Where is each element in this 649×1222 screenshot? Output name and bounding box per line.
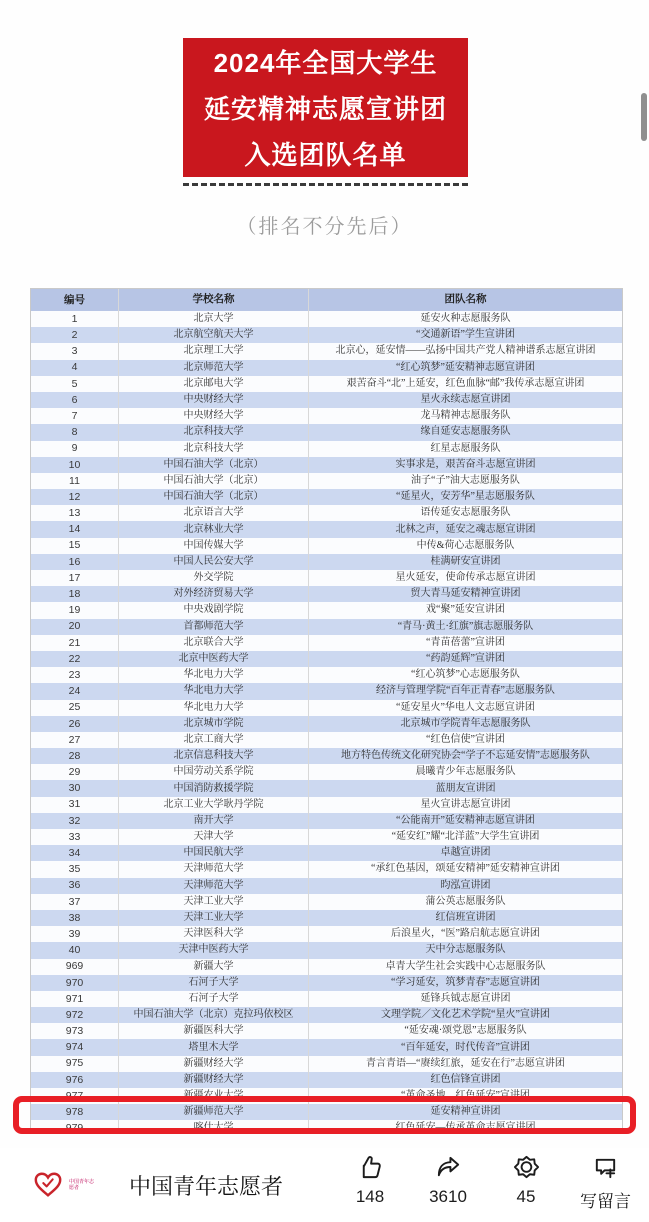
comment-plus-icon[interactable] xyxy=(592,1154,619,1181)
table-row xyxy=(31,489,622,505)
cell-school: 对外经济贸易大学 xyxy=(119,586,309,602)
heart-logo-icon xyxy=(33,1170,63,1200)
cell-number: 972 xyxy=(31,1007,119,1023)
cell-team: “延安红”耀“北洋蓝”大学生宣讲团 xyxy=(391,831,540,843)
wow-badge-icon[interactable] xyxy=(513,1154,540,1181)
cell-team: 卓越宣讲团 xyxy=(440,847,491,859)
cell-team: “红色信使”宣讲团 xyxy=(426,733,505,745)
cell-school: 新疆财经大学 xyxy=(119,1056,309,1072)
table-row xyxy=(31,602,622,618)
footer-action-share[interactable] xyxy=(424,1154,472,1212)
cell-team: 北林之声，延安之魂志愿宣讲团 xyxy=(395,523,536,535)
cell-school: 首都师范大学 xyxy=(119,619,309,635)
cell-school: 中国传媒大学 xyxy=(119,538,309,554)
cell-school: 中央财经大学 xyxy=(119,408,309,424)
cell-number: 9 xyxy=(31,441,119,457)
table-row xyxy=(31,554,622,570)
cell-team: 延安火种志愿服务队 xyxy=(420,313,511,325)
cell-school: 新疆师范大学 xyxy=(119,1104,309,1120)
cell-school: 华北电力大学 xyxy=(119,700,309,716)
table-row xyxy=(31,894,622,910)
cell-school: 中国石油大学（北京） xyxy=(119,489,309,505)
cell-number: 5 xyxy=(31,376,119,392)
table-row xyxy=(31,360,622,376)
scrollbar-thumb[interactable] xyxy=(641,93,647,141)
cell-team: 北京城市学院青年志愿服务队 xyxy=(400,717,531,729)
cell-number: 979 xyxy=(31,1120,119,1133)
cell-school: 北京城市学院 xyxy=(119,716,309,732)
table-row xyxy=(31,1120,622,1133)
cell-number: 12 xyxy=(31,489,119,505)
cell-team: 经济与管理学院“百年正青春”志愿服务队 xyxy=(376,685,555,697)
cell-team: 青言青语—“赓续红旅，延安在行”志愿宣讲团 xyxy=(366,1057,565,1069)
share-icon[interactable] xyxy=(435,1154,462,1181)
cell-school: 北京师范大学 xyxy=(119,360,309,376)
cell-school: 北京信息科技大学 xyxy=(119,748,309,764)
title-banner xyxy=(183,38,468,177)
cell-number: 8 xyxy=(31,424,119,440)
banner-line-2: 延安精神志愿宣讲团 xyxy=(203,94,447,124)
cell-number: 40 xyxy=(31,942,119,958)
thumbs-up-icon[interactable] xyxy=(357,1154,384,1181)
cell-number: 35 xyxy=(31,861,119,877)
cell-number: 27 xyxy=(31,732,119,748)
cell-team: 延锋兵钺志愿宣讲团 xyxy=(420,992,511,1004)
cell-team: 艰苦奋斗“北”上延安，红色血脉“邮”我传承志愿宣讲团 xyxy=(346,377,585,389)
table-row xyxy=(31,651,622,667)
cell-team: “青苗蓓蕾”宣讲团 xyxy=(426,636,505,648)
cell-team: 龙马精神志愿服务队 xyxy=(420,410,511,422)
cell-number: 6 xyxy=(31,392,119,408)
table-row xyxy=(31,538,622,554)
cell-school: 石河子大学 xyxy=(119,975,309,991)
cell-school: 石河子大学 xyxy=(119,991,309,1007)
table-row xyxy=(31,797,622,813)
table-row xyxy=(31,441,622,457)
action-label[interactable]: 148 xyxy=(355,1187,385,1206)
team-list-table xyxy=(30,288,623,1133)
cell-number: 10 xyxy=(31,457,119,473)
cell-school: 天津师范大学 xyxy=(119,861,309,877)
cell-school: 中国石油大学（北京）克拉玛依校区 xyxy=(119,1007,309,1023)
cell-school: 中国民航大学 xyxy=(119,845,309,861)
cell-team: 蓝朋友宣讲团 xyxy=(435,782,496,794)
cell-school: 北京中医药大学 xyxy=(119,651,309,667)
cell-number: 32 xyxy=(31,813,119,829)
table-row xyxy=(31,942,622,958)
cell-team: 蒲公英志愿服务队 xyxy=(425,895,506,907)
logo-caption: 中国青年志愿者 xyxy=(69,1179,95,1191)
cell-team: “红心筑梦”延安精神志愿宣讲团 xyxy=(396,361,535,373)
table-row xyxy=(31,959,622,975)
cell-team: 红信班宣讲团 xyxy=(435,912,496,924)
cell-number: 30 xyxy=(31,780,119,796)
table-header-row xyxy=(31,289,622,311)
footer-action-comment-plus[interactable] xyxy=(580,1154,631,1212)
cell-number: 33 xyxy=(31,829,119,845)
cell-number: 970 xyxy=(31,975,119,991)
cell-team: 卓青大学生社会实践中心志愿服务队 xyxy=(385,960,546,972)
table-row xyxy=(31,878,622,894)
cell-school: 中国石油大学（北京） xyxy=(119,457,309,473)
cell-team: 红星志愿服务队 xyxy=(430,442,501,454)
table-row xyxy=(31,780,622,796)
table-row xyxy=(31,861,622,877)
cell-team: 语传延安志愿服务队 xyxy=(420,507,511,519)
cell-school: 中国人民公安大学 xyxy=(119,554,309,570)
cell-number: 4 xyxy=(31,360,119,376)
cell-team: 缘自延安志愿服务队 xyxy=(420,426,511,438)
table-row xyxy=(31,586,622,602)
cell-school: 外交学院 xyxy=(119,570,309,586)
cell-number: 24 xyxy=(31,683,119,699)
cell-team: 延安精神宣讲团 xyxy=(430,1106,501,1118)
cell-school: 华北电力大学 xyxy=(119,683,309,699)
banner-line-3: 入选团队名单 xyxy=(244,140,407,170)
table-row xyxy=(31,1056,622,1072)
footer-bar xyxy=(0,1148,649,1222)
cell-team: 星火延安，使命传承志愿宣讲团 xyxy=(395,572,536,584)
cell-school: 天津师范大学 xyxy=(119,878,309,894)
table-row xyxy=(31,619,622,635)
cell-number: 969 xyxy=(31,959,119,975)
column-header: 团队名称 xyxy=(444,293,487,305)
cell-school: 华北电力大学 xyxy=(119,667,309,683)
table-row xyxy=(31,635,622,651)
table-row xyxy=(31,813,622,829)
table-row xyxy=(31,343,622,359)
cell-team: “交通新语”学生宣讲团 xyxy=(416,329,515,341)
table-row xyxy=(31,473,622,489)
cell-school: 北京理工大学 xyxy=(119,343,309,359)
cell-school: 中央财经大学 xyxy=(119,392,309,408)
action-label[interactable]: 3610 xyxy=(429,1187,467,1206)
table-row xyxy=(31,408,622,424)
cell-school: 北京语言大学 xyxy=(119,505,309,521)
table-row xyxy=(31,424,622,440)
cell-school: 北京大学 xyxy=(119,311,309,327)
cell-number: 25 xyxy=(31,700,119,716)
table-row xyxy=(31,975,622,991)
cell-number: 21 xyxy=(31,635,119,651)
cell-school: 天津中医药大学 xyxy=(119,942,309,958)
table-row xyxy=(31,327,622,343)
table-row xyxy=(31,732,622,748)
cell-number: 23 xyxy=(31,667,119,683)
cell-team: 地方特色传统文化研究协会“学子不忘延安情”志愿服务队 xyxy=(341,750,590,762)
brand-logo xyxy=(33,1170,283,1201)
cell-number: 28 xyxy=(31,748,119,764)
cell-school: 北京工商大学 xyxy=(119,732,309,748)
cell-number: 1 xyxy=(31,311,119,327)
table-row xyxy=(31,311,622,327)
cell-team: “药韵延辉”宣讲团 xyxy=(426,653,505,665)
table-row xyxy=(31,1039,622,1055)
cell-number: 971 xyxy=(31,991,119,1007)
cell-team: 红色信锋宣讲团 xyxy=(430,1073,501,1085)
cell-school: 天津大学 xyxy=(119,829,309,845)
cell-team: “延星火，安芳华”星志愿服务队 xyxy=(396,491,535,503)
cell-team: “承红色基因，颂延安精神”延安精神宣讲团 xyxy=(371,863,560,875)
table-row xyxy=(31,991,622,1007)
footer-actions xyxy=(346,1154,631,1212)
cell-number: 34 xyxy=(31,845,119,861)
cell-school: 北京航空航天大学 xyxy=(119,327,309,343)
cell-number: 29 xyxy=(31,764,119,780)
cell-number: 973 xyxy=(31,1023,119,1039)
cell-team: 天中分志愿服务队 xyxy=(425,944,506,956)
cell-number: 15 xyxy=(31,538,119,554)
cell-team: 中传&荷心志愿服务队 xyxy=(416,539,515,551)
table-row xyxy=(31,910,622,926)
cell-number: 16 xyxy=(31,554,119,570)
cell-school: 新疆大学 xyxy=(119,959,309,975)
cell-number: 36 xyxy=(31,878,119,894)
cell-number: 31 xyxy=(31,797,119,813)
cell-team: “学习延安，筑梦青春”志愿宣讲团 xyxy=(391,976,540,988)
cell-number: 38 xyxy=(31,910,119,926)
cell-team: “百年延安，时代传音”宣讲团 xyxy=(401,1041,530,1053)
cell-number: 13 xyxy=(31,505,119,521)
table-row xyxy=(31,764,622,780)
cell-team: 星火宣讲志愿宣讲团 xyxy=(420,798,511,810)
cell-team: 后浪星火，“医”路启航志愿宣讲团 xyxy=(391,928,540,940)
dashed-divider xyxy=(183,183,468,186)
cell-school: 北京林业大学 xyxy=(119,521,309,537)
cell-team: 油子“子”油大志愿服务队 xyxy=(411,474,520,486)
cell-school: 北京工业大学耿丹学院 xyxy=(119,797,309,813)
table-row xyxy=(31,1007,622,1023)
cell-team: 昀泓宣讲团 xyxy=(440,879,491,891)
table-row xyxy=(31,700,622,716)
cell-team: 戏“聚”延安宣讲团 xyxy=(426,604,505,616)
cell-team: “延安魂·颂党恩”志愿服务队 xyxy=(404,1025,527,1037)
cell-school: 新疆农业大学 xyxy=(119,1088,309,1104)
cell-school: 天津医科大学 xyxy=(119,926,309,942)
cell-school: 北京邮电大学 xyxy=(119,376,309,392)
cell-school: 中国石油大学（北京） xyxy=(119,473,309,489)
cell-number: 14 xyxy=(31,521,119,537)
cell-number: 19 xyxy=(31,602,119,618)
cell-number: 2 xyxy=(31,327,119,343)
cell-team: 文理学院／文化艺术学院“星火”宣讲团 xyxy=(381,1009,550,1021)
cell-team: 桂满研安宣讲团 xyxy=(430,555,501,567)
cell-school: 北京科技大学 xyxy=(119,424,309,440)
ranking-note: （排名不分先后） xyxy=(236,216,413,238)
cell-school: 新疆医科大学 xyxy=(119,1023,309,1039)
table-row xyxy=(31,505,622,521)
footer-action-thumbs-up[interactable] xyxy=(346,1154,394,1212)
cell-school: 中国劳动关系学院 xyxy=(119,764,309,780)
table-row xyxy=(31,748,622,764)
table-row xyxy=(31,392,622,408)
cell-number: 976 xyxy=(31,1072,119,1088)
cell-number: 7 xyxy=(31,408,119,424)
table-row xyxy=(31,845,622,861)
action-label[interactable]: 45 xyxy=(516,1187,536,1206)
column-header: 学校名称 xyxy=(119,289,309,311)
cell-number: 978 xyxy=(31,1104,119,1120)
cell-school: 南开大学 xyxy=(119,813,309,829)
table-row xyxy=(31,570,622,586)
table-row xyxy=(31,829,622,845)
cell-team: 星火永续志愿宣讲团 xyxy=(420,394,511,406)
table-row xyxy=(31,1023,622,1039)
cell-team: “延安星火”华电人文志愿宣讲团 xyxy=(396,701,535,713)
cell-school: 喀什大学 xyxy=(119,1120,309,1133)
table-row xyxy=(31,1088,622,1104)
brand-name: 中国青年志愿者 xyxy=(129,1173,284,1199)
cell-number: 22 xyxy=(31,651,119,667)
cell-number: 20 xyxy=(31,619,119,635)
cell-school: 天津工业大学 xyxy=(119,894,309,910)
banner-line-1: 2024年全国大学生 xyxy=(213,48,438,78)
table-row xyxy=(31,1072,622,1088)
cell-number: 18 xyxy=(31,586,119,602)
table-row xyxy=(31,521,622,537)
cell-number: 17 xyxy=(31,570,119,586)
cell-team: “革命圣地，红色延安”宣讲团 xyxy=(401,1090,530,1102)
cell-number: 977 xyxy=(31,1088,119,1104)
cell-team: 北京心，延安情——弘扬中国共产党人精神谱系志愿宣讲团 xyxy=(335,345,596,357)
cell-team: 实事求是，艰苦奋斗志愿宣讲团 xyxy=(395,458,536,470)
cell-team: 红色延安—传承革命志愿宣讲团 xyxy=(395,1122,536,1133)
cell-number: 974 xyxy=(31,1039,119,1055)
table-row xyxy=(31,667,622,683)
cell-school: 北京科技大学 xyxy=(119,441,309,457)
table-row xyxy=(31,457,622,473)
cell-team: “公能南开”延安精神志愿宣讲团 xyxy=(396,814,535,826)
action-label[interactable]: 写留言 xyxy=(580,1192,631,1211)
cell-number: 26 xyxy=(31,716,119,732)
cell-number: 3 xyxy=(31,343,119,359)
cell-team: “红心筑梦”心志愿服务队 xyxy=(411,669,520,681)
table-row xyxy=(31,716,622,732)
column-header: 编号 xyxy=(31,289,119,311)
cell-number: 975 xyxy=(31,1056,119,1072)
cell-school: 新疆财经大学 xyxy=(119,1072,309,1088)
table-row xyxy=(31,376,622,392)
cell-school: 天津工业大学 xyxy=(119,910,309,926)
cell-number: 39 xyxy=(31,926,119,942)
cell-team: 贸大青马延安精神宣讲团 xyxy=(410,588,521,600)
cell-team: 晨曦青少年志愿服务队 xyxy=(415,766,516,778)
cell-school: 塔里木大学 xyxy=(119,1039,309,1055)
cell-school: 中央戏剧学院 xyxy=(119,602,309,618)
table-row xyxy=(31,683,622,699)
table-row-highlighted xyxy=(31,1104,622,1120)
cell-number: 37 xyxy=(31,894,119,910)
cell-school: 中国消防救援学院 xyxy=(119,780,309,796)
cell-number: 11 xyxy=(31,473,119,489)
table-row xyxy=(31,926,622,942)
cell-school: 北京联合大学 xyxy=(119,635,309,651)
cell-team: “青马·黄土·红旗”旗志愿服务队 xyxy=(397,620,534,632)
footer-action-wow-badge[interactable] xyxy=(502,1154,550,1212)
